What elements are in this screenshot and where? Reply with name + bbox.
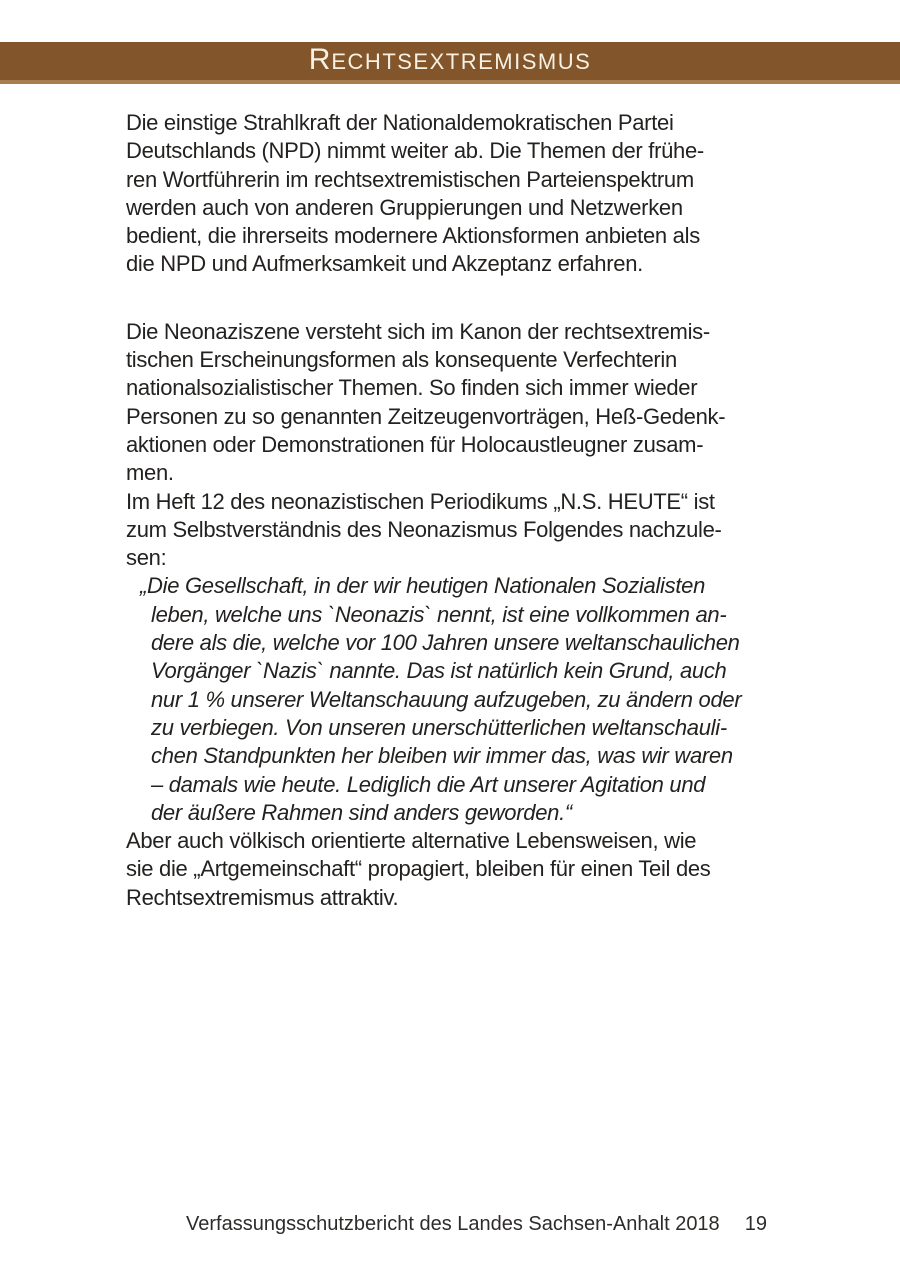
page-title-rest: ECHTSEXTREMISMUS <box>331 49 592 74</box>
page-title <box>309 41 592 81</box>
page-title-initial: R <box>308 43 332 76</box>
footer-report-title: Verfassungsschutzbericht des Landes Sachsen-Anhalt 2018 <box>186 1213 720 1235</box>
page-footer <box>186 1212 767 1236</box>
paragraph-artgemeinschaft: Aber auch völkisch orientierte alternative Lebensweisen, wie sie die „Artgemeinschaft“ propagiert, bleiben für einen Teil des Rechtsextremismus attraktiv. <box>126 828 711 910</box>
paragraph-npd: Die einstige Strahlkraft der Nationaldemokratischen Partei Deutschlands (NPD) nimmt weiter ab. Die Themen der frühe- ren Wortführerin im rechtsextremistischen Parteienspektrum werden auch von anderen Gruppierungen und Netzwerken bedient, die ihrerseits modernere Aktionsformen anbieten als die NPD und Aufmerksamkeit und Akzeptanz erfahren. <box>126 110 704 277</box>
paragraph-ns-heute-intro: Im Heft 12 des neonazistischen Periodikums „N.S. HEUTE“ ist zum Selbstverständnis des Neonazismus Folgendes nachzule- sen: <box>126 488 722 571</box>
section-header-bar <box>0 42 900 80</box>
blockquote-ns-heute: „Die Gesellschaft, in der wir heutigen Nationalen Sozialisten leben, welche uns `Neonazis` nennt, ist eine vollkommen an- dere als die, welche vor 100 Jahren unsere weltanschaulichen Vorgänger `Nazis` nannte. Das ist natürlich kein Grund, auch nur 1 % unserer Weltanschauung aufzugeben, zu ändern oder zu verbiegen. Von unseren unerschütterlichen weltanschauli- chen Standpunkten her bleiben wir immer das, was wir waren – damals wie heute. Lediglich die Art unserer Agitation und der äußere Rahmen sind anders geworden.“ <box>140 573 742 825</box>
paragraph-neonazi-szene: Die Neonaziszene versteht sich im Kanon der rechtsextremis- tischen Erscheinungsformen als konsequente Verfechterin nationalsozialistischer Themen. So finden sich immer wieder Personen zu so genannten Zeitzeugenvorträgen, Heß-Gedenk- aktionen oder Demonstrationen für Holocaustleugner zusam- men. <box>126 318 726 486</box>
page-body <box>0 84 800 912</box>
footer-page-number: 19 <box>744 1213 767 1235</box>
